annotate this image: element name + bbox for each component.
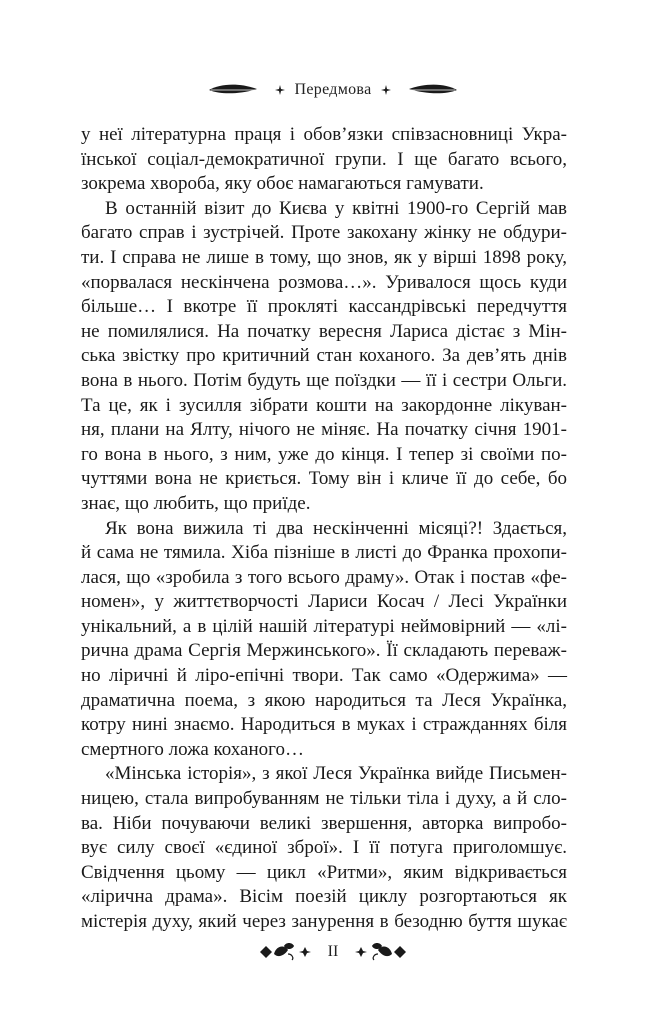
text-line: смертного ложа коханого… [81, 738, 304, 760]
text-line: Як вона вижила ті два нескінченні місяці?! Здається, [105, 517, 567, 539]
text-line: знає, що любить, що приїде. [81, 492, 311, 514]
text-line: ська звістку про критичний стан коханого. За дев’ять днів [81, 345, 567, 367]
text-line: Та це, як і зусилля зібрати кошти на закордонне лікуван- [81, 394, 567, 416]
text-line: но ліричні й ліро-епічні твори. Так само «Одержима» — [81, 665, 567, 687]
text-line: багато справ і зустрічей. Проте закохану жінку не обдури- [81, 222, 567, 244]
text-line: ницею, стала випробуванням не тільки тіла і духу, а й сло- [81, 788, 567, 810]
left-star-icon [275, 85, 285, 95]
text-line: ня, плани на Ялту, нічого не міняє. На початку січня 1901- [81, 419, 567, 441]
right-vine-ornament-icon [352, 940, 408, 964]
right-star-icon [381, 85, 391, 95]
text-line: чуттями вона не криється. Тому він і кличе її до себе, бо [81, 468, 567, 490]
text-line: не помилялися. На початку вересня Лариса дістає з Мін- [81, 320, 567, 342]
text-line: го вона в нього, з ним, уже до кінця. І тепер зі своїми по- [81, 443, 567, 465]
text-line: містерія духу, який через занурення в безодню буття шукає [81, 911, 567, 932]
text-line: рична драма Сергія Мержинського». Її складають переваж- [81, 640, 567, 662]
text-line: ти. І справа не лише в тому, що знов, як у вірші 1898 року, [81, 246, 567, 268]
text-line: В останній візит до Києва у квітні 1900-го Сергій мав [105, 197, 567, 219]
text-line: драматична поема, з якою народиться та Леся Українка, [81, 689, 567, 711]
text-line: лася, що «зробила з того всього драму». Отак і постав «фе- [81, 566, 567, 588]
page-number: II [327, 943, 339, 960]
running-header [0, 78, 666, 102]
left-leaf-ornament-icon [207, 83, 265, 97]
text-line: Свідчення цьому — цикл «Ритми», яким відкривається [81, 861, 567, 883]
text-line: ва. Ніби почуваючи великі звершення, авторка випробо- [81, 812, 567, 834]
text-line: й сама не тямила. Хіба пізніше в листі до Франка прохопи- [81, 542, 567, 564]
text-line: унікальний, а в цілій нашій літературі неймовірний — «лі- [81, 615, 567, 637]
text-line: «Мінська історія», з якої Леся Українка вийде Письмен- [105, 763, 567, 785]
right-leaf-ornament-icon [401, 83, 459, 97]
text-line: вона в нього. Потім будуть ще поїздки — її і сестри Ольги. [81, 369, 567, 391]
page-footer [0, 937, 666, 967]
text-line: більше… І вкотре її прокляті кассандрівські передчуття [81, 296, 567, 318]
left-vine-ornament-icon [258, 940, 314, 964]
text-line: зокрема хвороба, яку обоє намагаються гамувати. [81, 173, 484, 195]
text-line: вує силу своєї «єдиної зброї». І її потуга приголомшує. [81, 837, 567, 859]
text-line: їнської соціал-демократичної групи. І ще багато всього, [81, 148, 567, 170]
body-text [81, 123, 567, 935]
text-line: у неї літературна праця і обов’язки співзасновниці Укра- [81, 124, 567, 145]
text-line: «порвалася нескінчена розмова…». Уривалося щось куди [81, 271, 567, 293]
text-line: номен», у життєтворчості Лариси Косач / Лесі Українки [81, 591, 567, 613]
text-line: котру нині знаємо. Народиться в муках і стражданнях біля [81, 714, 567, 736]
header-title: Передмова [294, 81, 372, 98]
text-line: «лірична драма». Вісім поезій циклу розгортаються як [81, 886, 567, 908]
